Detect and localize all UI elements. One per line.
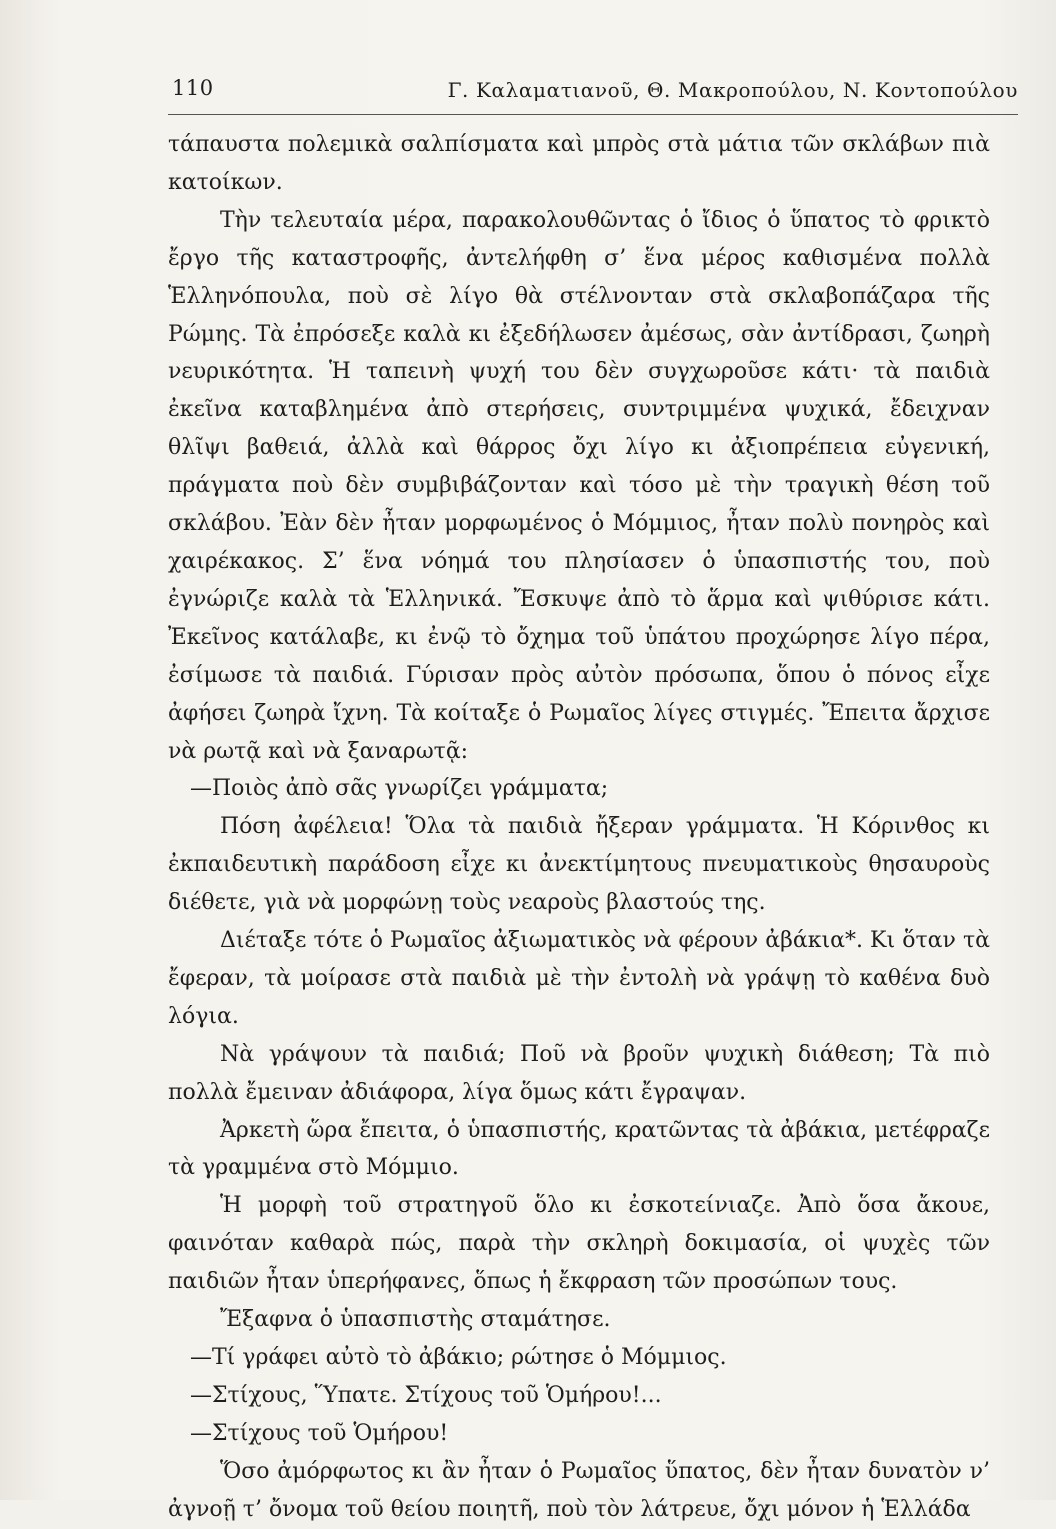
paragraph: Ἔξαφνα ὁ ὑπασπιστὴς σταμάτησε. <box>220 1307 611 1333</box>
dialogue-line: —Στίχους, Ὕπατε. Στίχους τοῦ Ὁμήρου!... <box>190 1382 662 1408</box>
paragraph: Τὴν τελευταία μέρα, παρακολουθῶντας ὁ ἴδιος ὁ ὕπατος τὸ φρικτὸ ἔργο τῆς καταστροφῆς, ἀντελήφθη σ’ ἕνα μέρος καθισμένα πολλὰ Ἑλληνόπουλα, ποὺ σὲ λίγο θὰ στέλνονταν στὰ σκλαβοπάζαρα τῆς Ρώμης. Τὰ ἐπρόσεξε καλὰ κι ἐξεδήλωσεν ἀμέσως, σὰν ἀντίδρασι, ζωηρὴ νευρικότητα. Ἡ ταπεινὴ ψυχή του δὲν συγχωροῦσε κάτι· τὰ παιδιὰ ἐκεῖνα καταβλημένα ἀπὸ στερήσεις, συντριμμένα ψυχικά, ἔδειχναν θλῖψι βαθειά, ἀλλὰ καὶ θάρρος ὄχι λίγο κι ἀξιοπρέπεια εὐγενική, πράγματα ποὺ δὲν συμβιβάζονταν καὶ τόσο μὲ τὴν τραγικὴ θέση τοῦ σκλάβου. Ἐὰν δὲν ἦταν μορφωμένος ὁ Μόμμιος, ἦταν πολὺ πονηρὸς καὶ χαιρέκακος. Σ’ ἕνα νόημά του πλησίασεν ὁ ὑπασπιστής του, ποὺ ἐγνώριζε καλὰ τὰ Ἑλληνικά. Ἔσκυψε ἀπὸ τὸ ἅρμα καὶ ψιθύρισε κάτι. Ἐκεῖνος κατάλαβε, κι ἐνῷ τὸ ὄχημα τοῦ ὑπάτου προχώρησε λίγο πέρα, ἐσίμωσε τὰ παιδιά. Γύρισαν πρὸς αὐτὸν πρόσωπα, ὅπου ὁ πόνος εἶχε ἀφήσει ζωηρὰ ἴχνη. Τὰ κοίταξε ὁ Ρωμαῖος λίγες στιγμές. Ἔπειτα ἄρχισε νὰ ρωτᾷ καὶ νὰ ξαναρωτᾷ: <box>168 207 990 764</box>
running-head: Γ. Καλαματιανοῦ, Θ. Μακροπούλου, Ν. Κοντοπούλου <box>447 78 1018 102</box>
paragraph: Διέταξε τότε ὁ Ρωμαῖος ἀξιωματικὸς νὰ φέρουν ἀβάκια*. Κι ὅταν τὰ ἔφεραν, τὰ μοίρασε στὰ παιδιὰ μὲ τὴν ἐντολὴ νὰ γράψῃ τὸ καθένα δυὸ λόγια. <box>168 928 990 1029</box>
paragraph: Νὰ γράψουν τὰ παιδιά; Ποῦ νὰ βροῦν ψυχικὴ διάθεση; Τὰ πιὸ πολλὰ ἔμειναν ἀδιάφορα, λίγα ὅμως κάτι ἔγραψαν. <box>168 1041 990 1105</box>
dialogue-line: —Ποιὸς ἀπὸ σᾶς γνωρίζει γράμματα; <box>190 776 609 802</box>
paragraph: Ἀρκετὴ ὥρα ἔπειτα, ὁ ὑπασπιστής, κρατῶντας τὰ ἀβάκια, μετέφραζε τὰ γραμμένα στὸ Μόμμιο. <box>168 1117 990 1181</box>
paragraph: Ὅσο ἀμόρφωτος κι ἂν ἦταν ὁ Ρωμαῖος ὕπατος, δὲν ἦταν δυνατὸν ν’ ἀγνοῇ τ’ ὄνομα τοῦ θείου ποιητῆ, ποὺ τὸν λάτρευε, ὄχι μόνον ἡ Ἑλλάδα <box>168 1458 990 1522</box>
page-number: 110 <box>172 76 214 100</box>
paragraph: Ἡ μορφὴ τοῦ στρατηγοῦ ὅλο κι ἐσκοτείνιαζε. Ἀπὸ ὅσα ἄκουε, φαινόταν καθαρὰ πώς, παρὰ τὴν σκληρὴ δοκιμασία, οἱ ψυχὲς τῶν παιδιῶν ἦταν ὑπερήφανες, ὅπως ἡ ἔκφραση τῶν προσώπων τους. <box>168 1193 990 1295</box>
dialogue-line: —Τί γράφει αὐτὸ τὸ ἀβάκιο; ρώτησε ὁ Μόμμιος. <box>190 1345 727 1370</box>
page-header <box>168 74 1018 115</box>
dialogue-line: —Στίχους τοῦ Ὁμήρου! <box>190 1420 449 1446</box>
paragraph-continuation: τάπαυστα πολεμικὰ σαλπίσματα καὶ μπρὸς στὰ μάτια τῶν σκλάβων πιὰ κατοίκων. <box>168 132 990 195</box>
body-text <box>168 126 990 1529</box>
paragraph: Πόση ἀφέλεια! Ὅλα τὰ παιδιὰ ἤξεραν γράμματα. Ἡ Κόρινθος κι ἐκπαιδευτικὴ παράδοση εἶχε κι ἀνεκτίμητους πνευματικοὺς θησαυροὺς διέθετε, γιὰ νὰ μορφώνῃ τοὺς νεαροὺς βλαστούς της. <box>168 814 990 916</box>
